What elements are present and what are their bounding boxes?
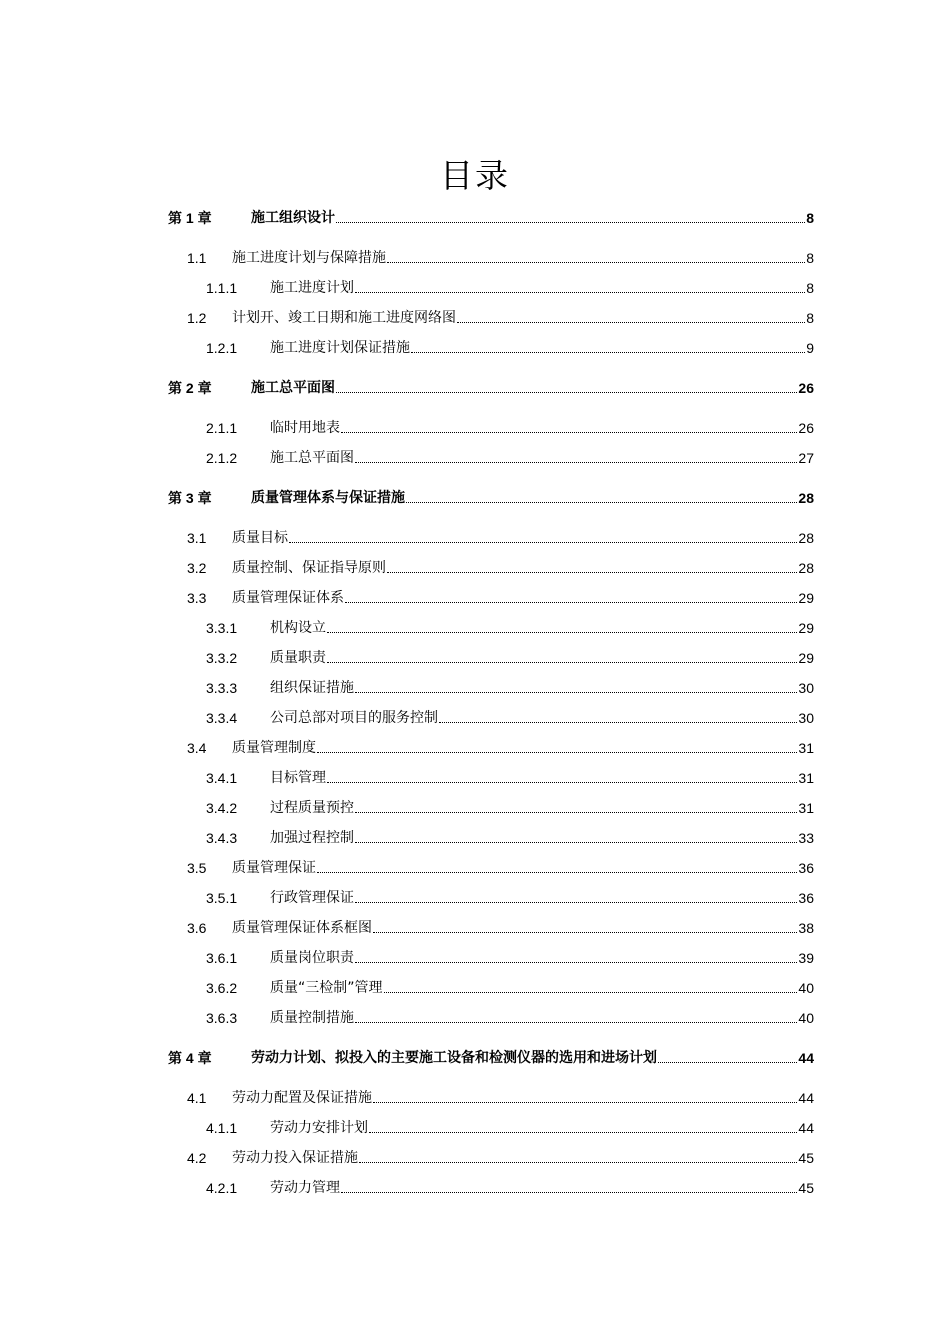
toc-entry-page: 8 [806, 250, 814, 266]
toc-dot-leader [327, 632, 797, 633]
toc-entry-label: 目标管理 [270, 770, 326, 786]
toc-dot-leader [387, 262, 805, 263]
toc-entry-number: 1.2.1 [206, 340, 238, 356]
toc-dot-leader [387, 572, 797, 573]
toc-entry[interactable] [187, 528, 814, 548]
toc-entry-number: 3.4.3 [206, 830, 238, 846]
toc-entry-page: 28 [798, 530, 814, 546]
toc-entry-page: 44 [798, 1090, 814, 1106]
toc-entry[interactable] [206, 948, 814, 968]
toc-entry-number: 3.6.2 [206, 980, 238, 996]
toc-entry-label: 质量管理体系与保证措施 [251, 490, 405, 506]
toc-entry-number: 2.1.1 [206, 420, 238, 436]
toc-entry-number: 4.1.1 [206, 1120, 238, 1136]
toc-entry[interactable] [206, 1008, 814, 1028]
toc-entry[interactable] [206, 418, 814, 438]
toc-entry-label: 质量控制、保证指导原则 [232, 560, 386, 576]
toc-dot-leader [317, 752, 797, 753]
toc-dot-leader [373, 932, 797, 933]
toc-entry-label: 施工组织设计 [251, 210, 335, 226]
toc-entry-page: 39 [798, 950, 814, 966]
toc-entry-number: 1.1 [187, 250, 207, 266]
toc-entry-page: 44 [798, 1120, 814, 1136]
toc-entry-page: 29 [798, 620, 814, 636]
toc-entry[interactable] [206, 278, 814, 298]
toc-entry-number: 3.3.1 [206, 620, 238, 636]
toc-entry-label: 劳动力管理 [270, 1180, 340, 1196]
toc-entry-label: 过程质量预控 [270, 800, 354, 816]
toc-entry[interactable] [206, 338, 814, 358]
toc-entry[interactable] [187, 918, 814, 938]
toc-entry-page: 36 [798, 860, 814, 876]
toc-entry-label: 劳动力安排计划 [270, 1120, 368, 1136]
toc-entry-label: 施工总平面图 [270, 450, 354, 466]
toc-entry[interactable] [206, 618, 814, 638]
toc-entry-page: 27 [798, 450, 814, 466]
toc-entry-label: 质量管理保证体系 [232, 590, 344, 606]
toc-entry-page: 31 [798, 770, 814, 786]
toc-entry[interactable] [187, 1148, 814, 1168]
toc-entry-number: 3.4.1 [206, 770, 238, 786]
toc-entry[interactable] [168, 488, 814, 508]
toc-entry[interactable] [168, 1048, 814, 1068]
toc-dot-leader [355, 842, 797, 843]
toc-entry-label: 施工进度计划保证措施 [270, 340, 410, 356]
toc-entry-page: 45 [798, 1150, 814, 1166]
toc-entry-page: 44 [798, 1050, 814, 1066]
toc-entry[interactable] [187, 1088, 814, 1108]
toc-dot-leader [336, 222, 805, 223]
toc-dot-leader [355, 1022, 797, 1023]
toc-entry-number: 第 1 章 [168, 210, 212, 226]
toc-dot-leader [336, 392, 797, 393]
toc-entry-number: 4.2 [187, 1150, 207, 1166]
toc-entry[interactable] [206, 678, 814, 698]
toc-entry-page: 8 [806, 310, 814, 326]
toc-dot-leader [345, 602, 797, 603]
toc-entry-label: 质量目标 [232, 530, 288, 546]
toc-entry-label: 质量管理保证 [232, 860, 316, 876]
toc-entry-page: 26 [798, 420, 814, 436]
toc-entry[interactable] [206, 708, 814, 728]
toc-entry[interactable] [206, 1118, 814, 1138]
toc-dot-leader [355, 292, 805, 293]
toc-dot-leader [317, 872, 797, 873]
toc-entry-page: 8 [806, 280, 814, 296]
toc-entry-page: 29 [798, 650, 814, 666]
toc-entry-number: 3.3.2 [206, 650, 238, 666]
toc-entry-number: 4.1 [187, 1090, 207, 1106]
toc-dot-leader [658, 1062, 797, 1063]
toc-entry-number: 3.3.3 [206, 680, 238, 696]
toc-entry-label: 质量管理保证体系框图 [232, 920, 372, 936]
toc-entry-number: 第 4 章 [168, 1050, 212, 1066]
toc-entry-page: 31 [798, 740, 814, 756]
toc-dot-leader [341, 1192, 797, 1193]
toc-entry-number: 3.5.1 [206, 890, 238, 906]
toc-entry-number: 3.5 [187, 860, 207, 876]
toc-entry-label: 机构设立 [270, 620, 326, 636]
toc-entry[interactable] [187, 858, 814, 878]
toc-entry[interactable] [168, 378, 814, 398]
toc-entry-number: 3.4 [187, 740, 207, 756]
toc-dot-leader [355, 812, 797, 813]
toc-dot-leader [327, 662, 797, 663]
toc-entry-label: 劳动力计划、拟投入的主要施工设备和检测仪器的选用和进场计划 [251, 1050, 657, 1066]
toc-entry-label: 质量岗位职责 [270, 950, 354, 966]
toc-entry-number: 1.2 [187, 310, 207, 326]
toc-entry-number: 3.6 [187, 920, 207, 936]
toc-entry-page: 28 [798, 560, 814, 576]
toc-dot-leader [457, 322, 805, 323]
toc-entry-page: 33 [798, 830, 814, 846]
toc-entry-page: 45 [798, 1180, 814, 1196]
toc-dot-leader [411, 352, 805, 353]
toc-entry-page: 8 [806, 210, 814, 226]
toc-entry[interactable] [206, 1178, 814, 1198]
toc-entry-page: 29 [798, 590, 814, 606]
toc-entry-number: 3.3 [187, 590, 207, 606]
toc-entry[interactable] [206, 448, 814, 468]
toc-entry[interactable] [187, 738, 814, 758]
toc-entry-number: 第 3 章 [168, 490, 212, 506]
toc-entry-label: 劳动力投入保证措施 [232, 1150, 358, 1166]
toc-entry-page: 30 [798, 710, 814, 726]
toc-entry[interactable] [187, 248, 814, 268]
toc-entry-label: 加强过程控制 [270, 830, 354, 846]
toc-entry-number: 3.6.3 [206, 1010, 238, 1026]
toc-entry-number: 3.4.2 [206, 800, 238, 816]
toc-dot-leader [406, 502, 797, 503]
toc-entry-label: 施工进度计划 [270, 280, 354, 296]
toc-entry-label: 质量控制措施 [270, 1010, 354, 1026]
toc-entry[interactable] [187, 588, 814, 608]
toc-dot-leader [373, 1102, 797, 1103]
toc-dot-leader [289, 542, 797, 543]
toc-entry-page: 31 [798, 800, 814, 816]
page-title: 目录 [440, 156, 510, 195]
toc-entry-label: 施工总平面图 [251, 380, 335, 396]
toc-entry-label: 质量管理制度 [232, 740, 316, 756]
toc-entry[interactable] [206, 888, 814, 908]
toc-entry-label: 质量职责 [270, 650, 326, 666]
toc-entry-page: 36 [798, 890, 814, 906]
toc-entry-page: 9 [806, 340, 814, 356]
toc-dot-leader [439, 722, 797, 723]
toc-entry-label: 行政管理保证 [270, 890, 354, 906]
toc-entry-number: 3.1 [187, 530, 207, 546]
toc-dot-leader [341, 432, 797, 433]
toc-entry-page: 40 [798, 1010, 814, 1026]
toc-entry[interactable] [206, 768, 814, 788]
toc-entry-page: 28 [798, 490, 814, 506]
toc-entry-page: 38 [798, 920, 814, 936]
toc-dot-leader [384, 992, 798, 993]
toc-entry-number: 4.2.1 [206, 1180, 238, 1196]
toc-entry-number: 3.6.1 [206, 950, 238, 966]
toc-dot-leader [369, 1132, 797, 1133]
toc-entry-label: 组织保证措施 [270, 680, 354, 696]
toc-entry[interactable] [206, 648, 814, 668]
toc-entry[interactable] [187, 308, 814, 328]
toc-entry-label: 质量“三检制”管理 [270, 980, 383, 996]
toc-entry-label: 公司总部对项目的服务控制 [270, 710, 438, 726]
toc-entry-number: 第 2 章 [168, 380, 212, 396]
toc-dot-leader [355, 902, 797, 903]
toc-entry-label: 计划开、竣工日期和施工进度网络图 [232, 310, 456, 326]
toc-entry-label: 施工进度计划与保障措施 [232, 250, 386, 266]
toc-entry-page: 26 [798, 380, 814, 396]
toc-dot-leader [355, 692, 797, 693]
toc-entry[interactable] [187, 558, 814, 578]
toc-dot-leader [355, 462, 797, 463]
toc-dot-leader [359, 1162, 797, 1163]
toc-entry-number: 2.1.2 [206, 450, 238, 466]
toc-entry[interactable] [168, 208, 814, 228]
toc-entry[interactable] [206, 828, 814, 848]
toc-entry[interactable] [206, 798, 814, 818]
toc-entry-number: 1.1.1 [206, 280, 238, 296]
toc-entry-page: 30 [798, 680, 814, 696]
toc-entry[interactable] [206, 978, 814, 998]
toc-entry-label: 临时用地表 [270, 420, 340, 436]
toc-entry-page: 40 [798, 980, 814, 996]
toc-entry-number: 3.2 [187, 560, 207, 576]
toc-entry-label: 劳动力配置及保证措施 [232, 1090, 372, 1106]
toc-dot-leader [327, 782, 797, 783]
toc-entry-number: 3.3.4 [206, 710, 238, 726]
toc-dot-leader [355, 962, 797, 963]
